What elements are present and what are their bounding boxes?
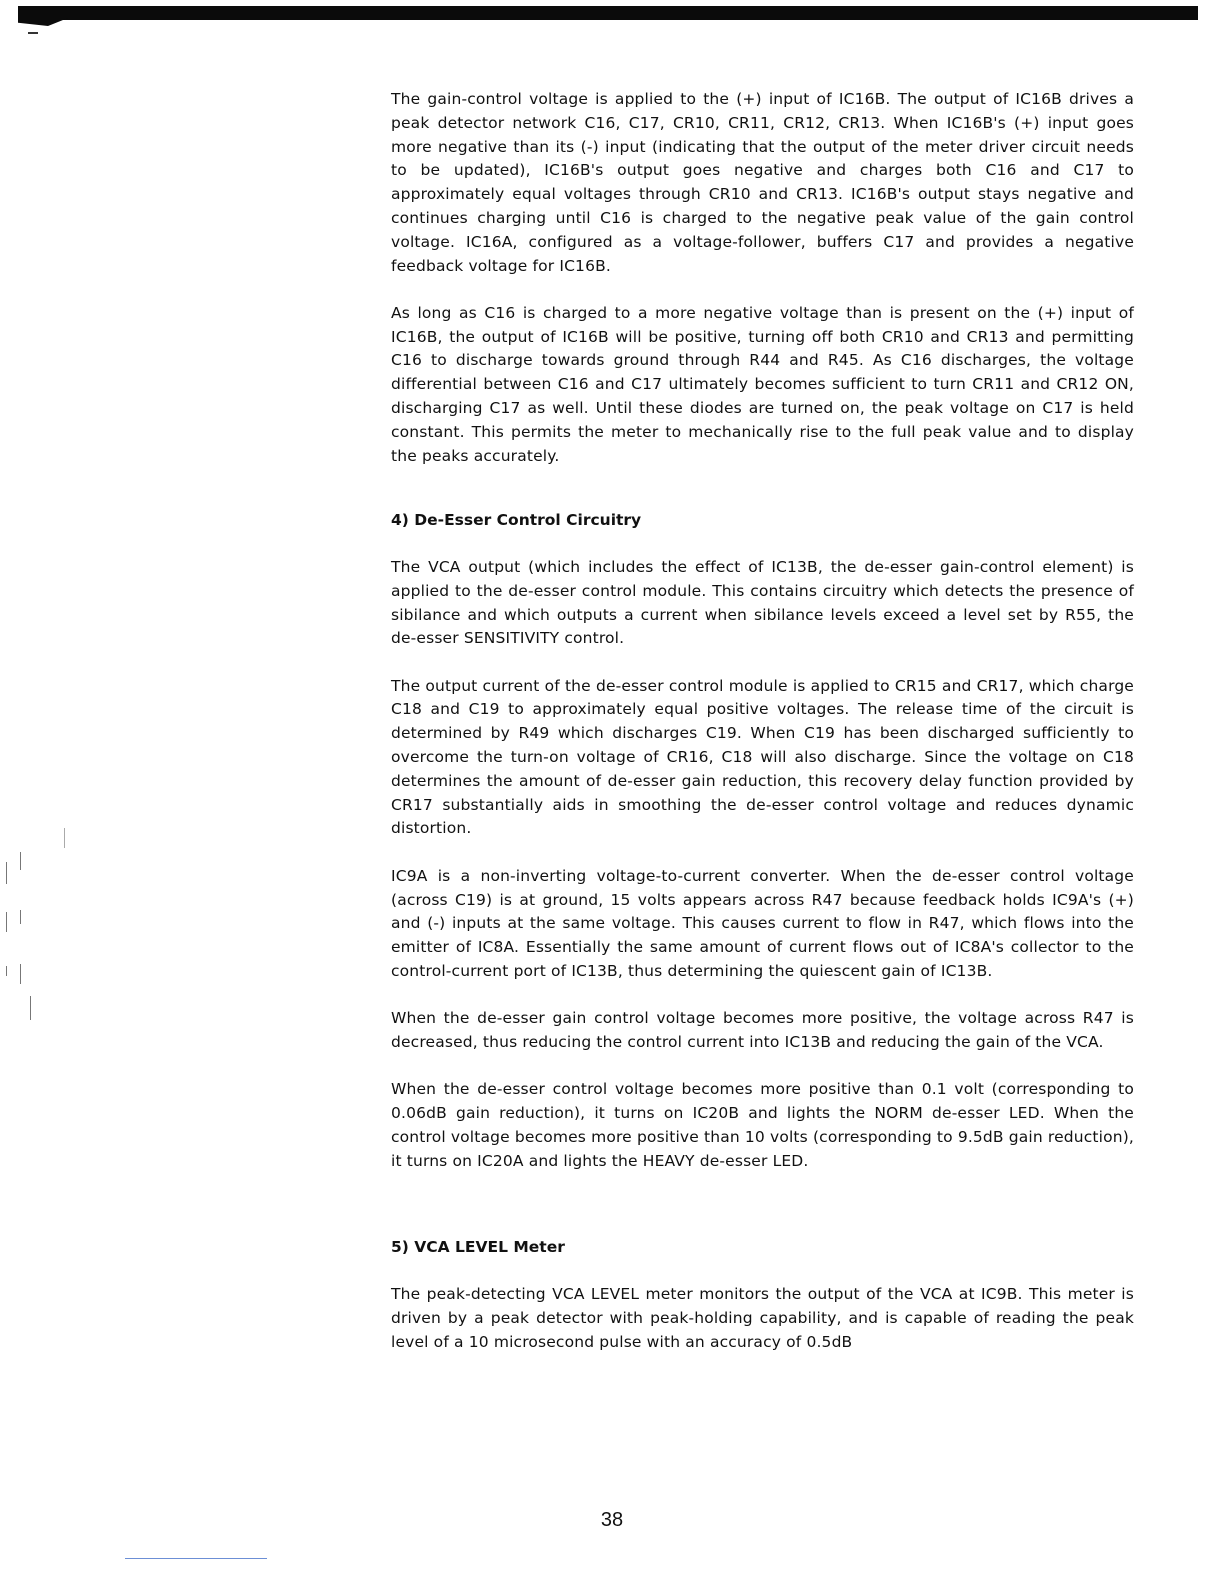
page-number: 38 [600, 1509, 624, 1531]
scan-speck [20, 910, 21, 924]
scan-speck [64, 828, 65, 848]
scan-speck [6, 862, 7, 884]
footer-rule [125, 1558, 267, 1559]
section-de-esser-control [391, 508, 1134, 1173]
scan-speck [20, 852, 21, 870]
scan-top-bar-tail [18, 18, 68, 26]
section-vca-level-meter [391, 1235, 1134, 1354]
scan-speck [6, 966, 7, 976]
scan-speck [6, 912, 7, 932]
scan-speck [20, 964, 21, 984]
scan-top-bar [18, 6, 1198, 20]
section-heading: 5) VCA LEVEL Meter [391, 1238, 565, 1257]
paragraph: The output current of the de-esser control module is applied to CR15 and CR17, which charge C18 and C19 to approximately equal positive voltages. The release time of the circuit is determined by R49 which discharges C19. When C19 has been discharged sufficiently to overcome the turn-on voltage of CR16, C18 will also discharge. Since the voltage on C18 determines the amount of de-esser gain reduction, this recovery delay function provided by CR17 substantially aids in smoothing the de-esser control voltage and reduces dynamic distortion. [391, 676, 1134, 838]
paragraph: When the de-esser gain control voltage becomes more positive, the voltage across R47 is decreased, thus reducing the control current into IC13B and reducing the gain of the VCA. [391, 1009, 1134, 1051]
paragraph: The VCA output (which includes the effect of IC13B, the de-esser gain-control element) is applied to the de-esser control module. This contains circuitry which detects the presence of sibilance and which outputs a current when sibilance levels exceed a level set by R55, the de-esser SENSITIVITY control. [391, 557, 1134, 648]
paragraph: As long as C16 is charged to a more negative voltage than is present on the (+) input of IC16B, the output of IC16B will be positive, turning off both CR10 and CR13 and permitting C16 to discharge towards ground through R44 and R45. As C16 discharges, the voltage differential between C16 and C17 ultimately becomes sufficient to turn CR11 and CR12 ON, discharging C17 as well. Until these diodes are turned on, the peak voltage on C17 is held constant. This permits the meter to mechanically rise to the full peak value and to display the peaks accurately. [391, 303, 1134, 465]
paragraph: The peak-detecting VCA LEVEL meter monitors the output of the VCA at IC9B. This meter is driven by a peak detector with peak-holding capability, and is capable of reading the peak level of a 10 microsecond pulse with an accuracy of 0.5dB [391, 1284, 1134, 1351]
section-heading: 4) De-Esser Control Circuitry [391, 511, 642, 530]
scan-corner-mark [28, 28, 38, 34]
page-content [391, 88, 1134, 1378]
paragraph: When the de-esser control voltage becomes more positive than 0.1 volt (corresponding to 0.06dB gain reduction), it turns on IC20B and lights the NORM de-esser LED. When the control voltage becomes more positive than 10 volts (corresponding to 9.5dB gain reduction), it turns on IC20A and lights the HEAVY de-esser LED. [391, 1080, 1134, 1170]
section-peak-detector [391, 88, 1134, 468]
paragraph: The gain-control voltage is applied to the (+) input of IC16B. The output of IC16B drives a peak detector network C16, C17, CR10, CR11, CR12, CR13. When IC16B's (+) input goes more negative than its (-) input (indicating that the output of the meter driver circuit needs to be updated), IC16B's output goes negative and charges both C16 and C17 to approximately equal voltages through CR10 and CR13. IC16B's output stays negative and continues charging until C16 is charged to the negative peak value of the gain control voltage. IC16A, configured as a voltage-follower, buffers C17 and provides a negative feedback voltage for IC16B. [391, 90, 1134, 275]
scan-speck [30, 996, 31, 1020]
paragraph: IC9A is a non-inverting voltage-to-current converter. When the de-esser control voltage (across C19) is at ground, 15 volts appears across R47 because feedback holds IC9A's (+) and (-) inputs at the same voltage. This causes current to flow in R47, which flows into the emitter of IC8A. Essentially the same amount of current flows out of IC8A's collector to the control-current port of IC13B, thus determining the quiescent gain of IC13B. [391, 866, 1134, 980]
